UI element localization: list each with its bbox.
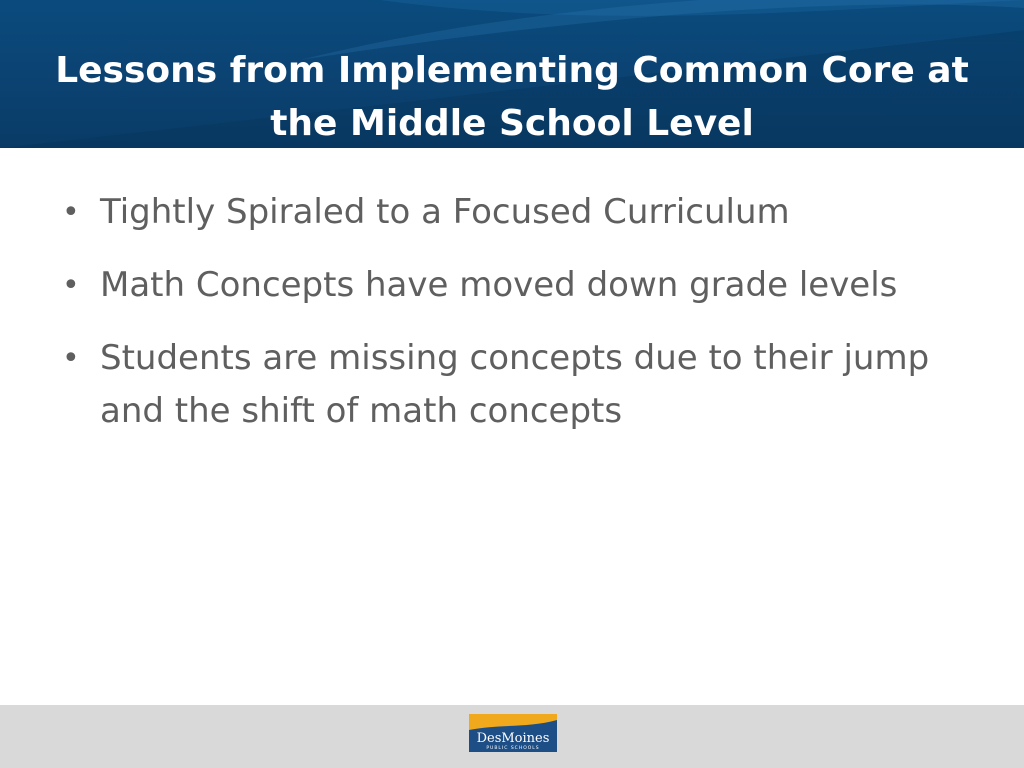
bullet-marker: • xyxy=(62,268,80,303)
bullet-marker: • xyxy=(62,341,80,376)
title-banner xyxy=(0,0,1024,148)
bullet-text: Tightly Spiraled to a Focused Curriculum xyxy=(100,192,790,232)
bullet-item xyxy=(60,332,980,438)
bullet-item xyxy=(60,259,980,312)
des-moines-public-schools-logo xyxy=(469,714,557,752)
bullet-text: Students are missing concepts due to their jump and the shift of math concepts xyxy=(100,338,930,431)
bullet-marker: • xyxy=(62,195,80,230)
bullet-item xyxy=(60,186,980,239)
logo-subtitle: PUBLIC SCHOOLS xyxy=(486,746,540,751)
bullet-text: Math Concepts have moved down grade levels xyxy=(100,265,898,305)
slide-title: Lessons from Implementing Common Core at the Middle School Level xyxy=(55,50,969,144)
logo-wordmark: DesMoines xyxy=(476,731,550,746)
bullet-list xyxy=(60,186,980,458)
